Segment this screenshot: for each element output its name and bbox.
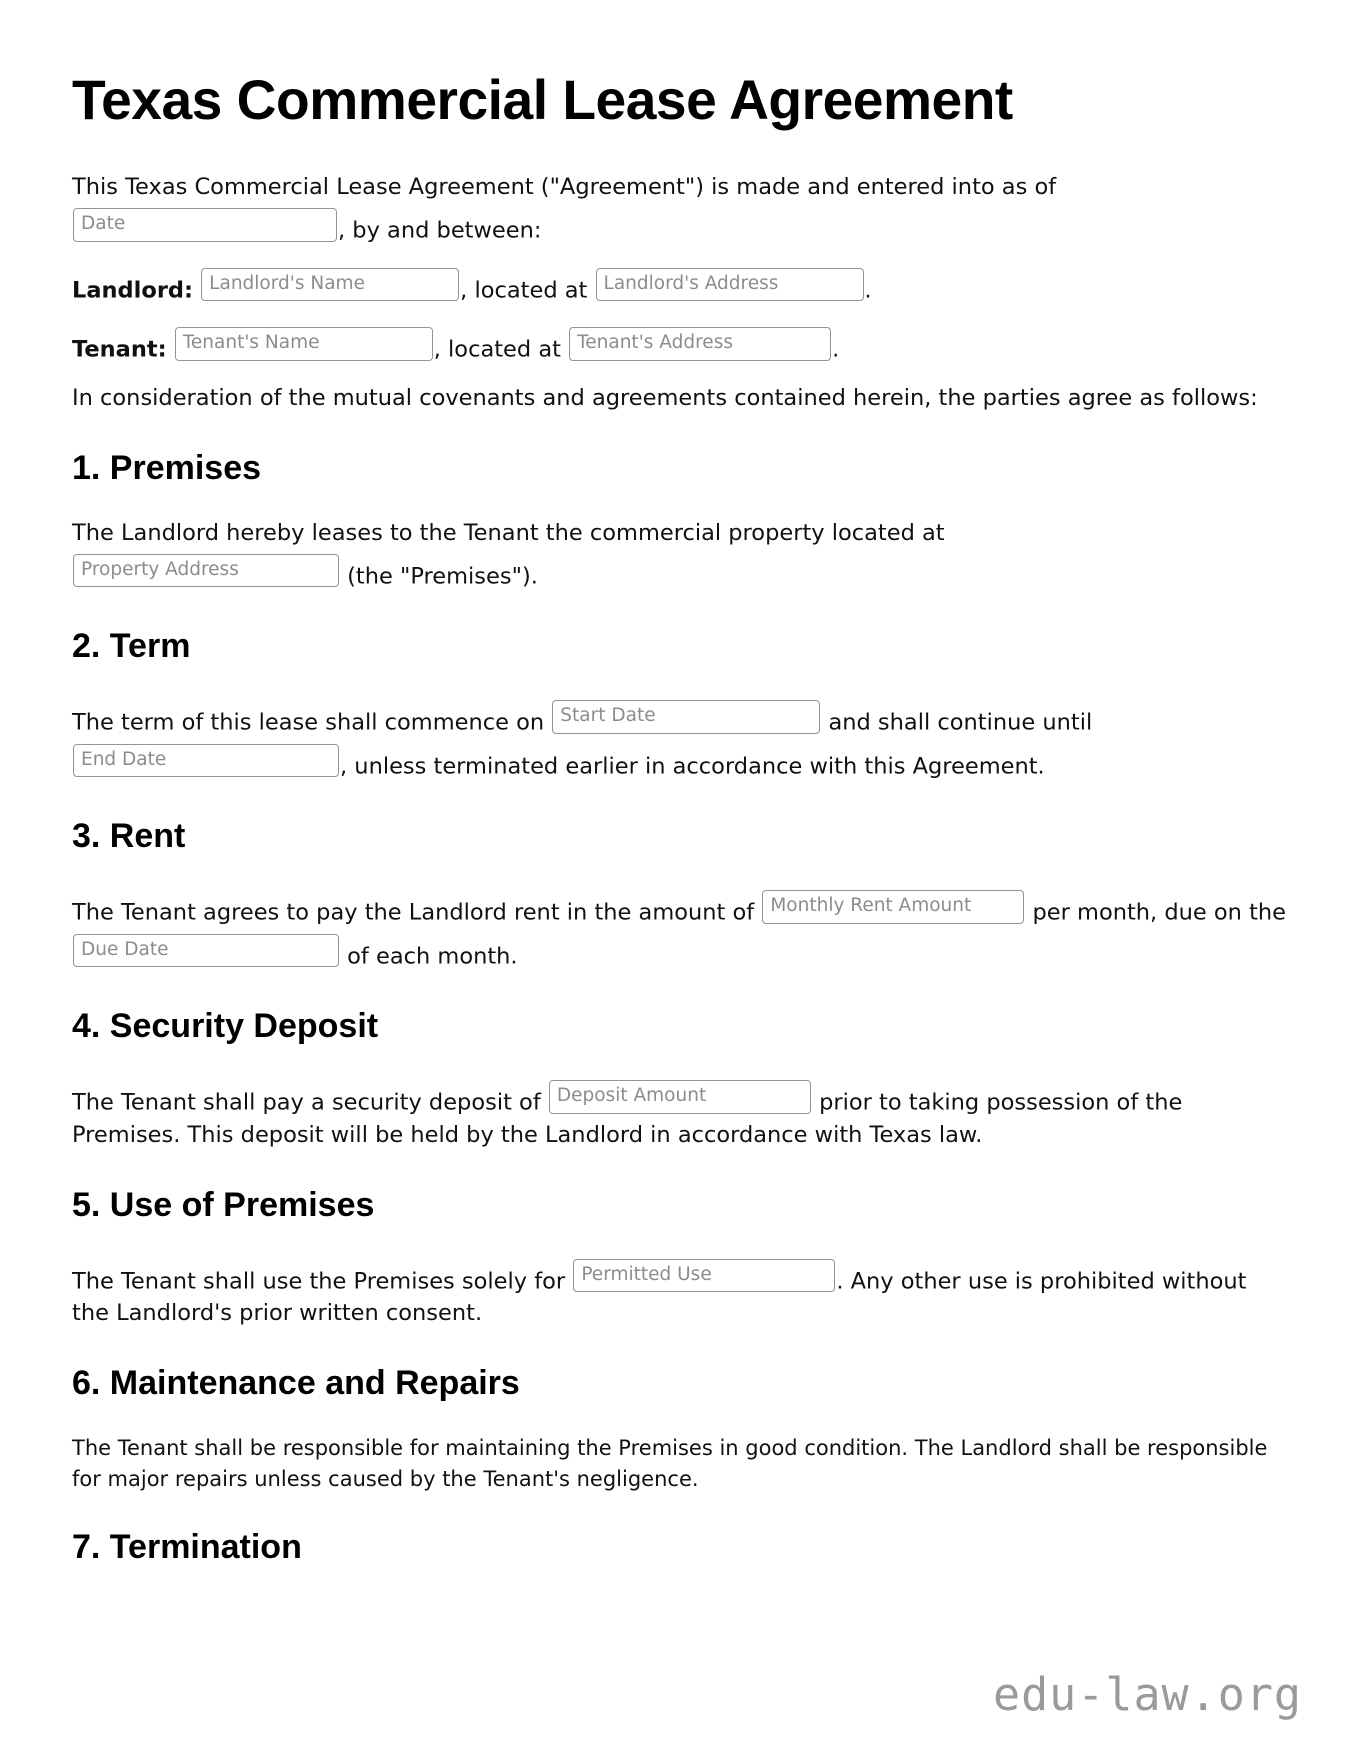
page-title: Texas Commercial Lease Agreement (72, 68, 1013, 131)
intro-line1-suffix: , by and between: (338, 217, 542, 244)
landlord-address-field[interactable]: Landlord's Address (596, 268, 864, 302)
premises-text-before: The Landlord hereby leases to the Tenant the commercial property located at (72, 519, 945, 546)
permitted-use-field[interactable]: Permitted Use (573, 1259, 835, 1293)
tenant-label: Tenant: (72, 336, 167, 363)
landlord-name-field[interactable]: Landlord's Name (201, 268, 459, 302)
deposit-amount-field[interactable]: Deposit Amount (549, 1080, 811, 1114)
section-heading-rent: 3. Rent (72, 817, 186, 856)
property-address-field[interactable]: Property Address (73, 554, 339, 588)
rent-text-after: of each month. (347, 943, 518, 970)
section-heading-term: 2. Term (72, 627, 191, 666)
term-text-before: The term of this lease shall commence on (72, 709, 545, 736)
tenant-name-field[interactable]: Tenant's Name (175, 327, 433, 361)
tenant-line-end: . (832, 336, 840, 363)
section-heading-termination: 7. Termination (72, 1527, 302, 1566)
landlord-located-at-text: , located at (460, 277, 588, 304)
tenant-line (72, 323, 1290, 366)
tenant-address-field[interactable]: Tenant's Address (569, 327, 831, 361)
section-heading-use-of-premises: 5. Use of Premises (72, 1185, 375, 1224)
site-watermark: edu-law.org (992, 1668, 1302, 1721)
rent-text-middle: per month, due on the (1032, 899, 1286, 926)
use-of-premises-paragraph (72, 1255, 1290, 1330)
use-text-before: The Tenant shall use the Premises solely for (72, 1268, 566, 1295)
landlord-label: Landlord: (72, 277, 194, 304)
landlord-line (72, 264, 1290, 307)
maintenance-paragraph: The Tenant shall be responsible for maintaining the Premises in good condition. The Landlord shall be responsible for major repairs unless caused by the Tenant's negligence. (72, 1436, 1268, 1491)
use-text-after: . Any other use is prohibited without the Landlord's prior written consent. (72, 1268, 1247, 1327)
section-heading-security-deposit: 4. Security Deposit (72, 1007, 379, 1046)
premises-paragraph (72, 518, 1290, 593)
start-date-field[interactable]: Start Date (552, 700, 820, 734)
date-field[interactable]: Date (73, 208, 337, 242)
premises-text-after: (the "Premises"). (347, 563, 538, 590)
due-date-field[interactable]: Due Date (73, 934, 339, 968)
landlord-line-end: . (864, 277, 872, 304)
intro-paragraph (72, 172, 1290, 247)
consideration-paragraph: In consideration of the mutual covenants and agreements contained herein, the parties agree as follows: (72, 384, 1258, 411)
tenant-located-at-text: , located at (433, 336, 561, 363)
term-text-middle: and shall continue until (828, 709, 1093, 736)
security-deposit-paragraph (72, 1076, 1290, 1151)
monthly-rent-amount-field[interactable]: Monthly Rent Amount (762, 890, 1024, 924)
section-heading-premises: 1. Premises (72, 448, 262, 487)
intro-line1-text: This Texas Commercial Lease Agreement ("Agreement") is made and entered into as of (72, 174, 1057, 201)
deposit-text-after: prior to taking possession of the Premises. This deposit will be held by the Landlord in accordance with Texas law. (72, 1089, 1183, 1148)
term-text-after: , unless terminated earlier in accordance with this Agreement. (340, 753, 1045, 780)
rent-text-before: The Tenant agrees to pay the Landlord rent in the amount of (72, 899, 755, 926)
end-date-field[interactable]: End Date (73, 744, 339, 778)
section-heading-maintenance: 6. Maintenance and Repairs (72, 1364, 520, 1402)
deposit-text-before: The Tenant shall pay a security deposit of (72, 1089, 541, 1116)
rent-paragraph (72, 886, 1290, 973)
term-paragraph (72, 696, 1290, 783)
